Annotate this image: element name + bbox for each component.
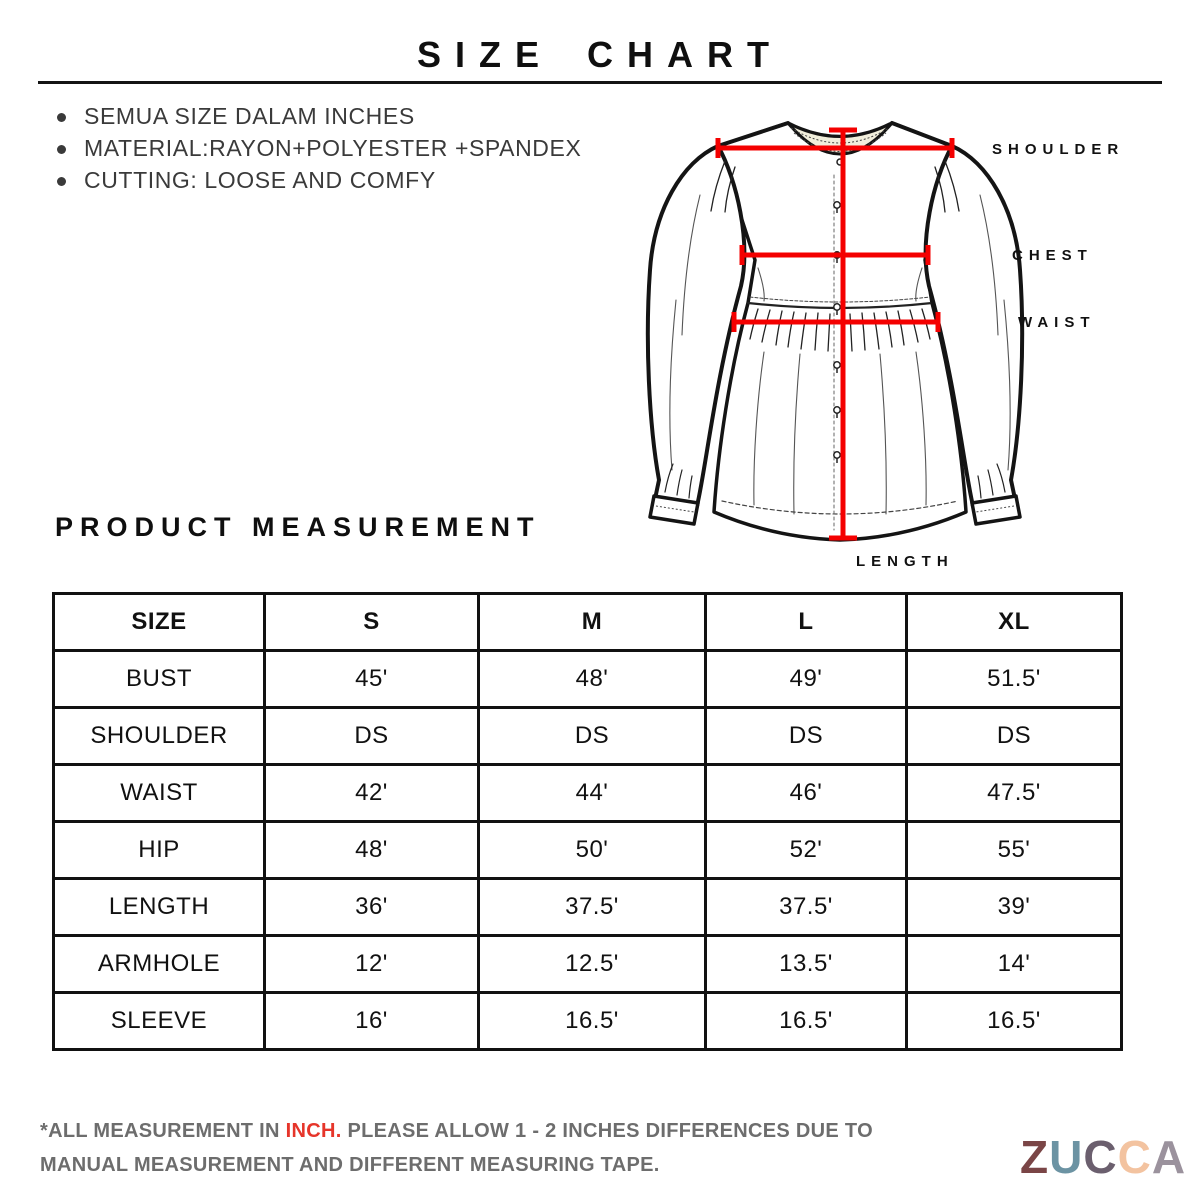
garment-diagram: [608, 94, 1172, 580]
note-text: MATERIAL:RAYON+POLYESTER +SPANDEX: [84, 135, 582, 161]
bullet-icon: [57, 113, 66, 122]
disclaimer-note: [40, 1114, 900, 1182]
table-row: [54, 993, 1122, 1050]
value-cell: 39': [907, 879, 1122, 936]
brand-letter: C: [1117, 1131, 1152, 1183]
value-cell: 16.5': [479, 993, 706, 1050]
product-notes: [57, 103, 581, 199]
value-cell: 55': [907, 822, 1122, 879]
table-row: [54, 765, 1122, 822]
col-header-s: S: [265, 594, 479, 651]
value-cell: DS: [479, 708, 706, 765]
value-cell: 48': [479, 651, 706, 708]
value-cell: 37.5': [706, 879, 907, 936]
brand-letter: U: [1049, 1131, 1084, 1183]
value-cell: 16': [265, 993, 479, 1050]
blouse-illustration: [608, 94, 1172, 580]
value-cell: 13.5': [706, 936, 907, 993]
value-cell: DS: [265, 708, 479, 765]
note-text: SEMUA SIZE DALAM INCHES: [84, 103, 415, 129]
value-cell: 42': [265, 765, 479, 822]
col-header-size: SIZE: [54, 594, 265, 651]
note-text: CUTTING: LOOSE AND COMFY: [84, 167, 436, 193]
brand-logo: [1020, 1130, 1186, 1184]
section-heading: PRODUCT MEASUREMENT: [55, 512, 541, 542]
page-title: SIZE CHART: [417, 34, 783, 75]
value-cell: 50': [479, 822, 706, 879]
value-cell: 16.5': [706, 993, 907, 1050]
value-cell: 44': [479, 765, 706, 822]
value-cell: 16.5': [907, 993, 1122, 1050]
list-item: [57, 103, 581, 135]
row-label-cell: SHOULDER: [54, 708, 265, 765]
col-header-m: M: [479, 594, 706, 651]
value-cell: 47.5': [907, 765, 1122, 822]
brand-letter: Z: [1020, 1131, 1050, 1183]
value-cell: 36': [265, 879, 479, 936]
table-row: [54, 822, 1122, 879]
value-cell: 37.5': [479, 879, 706, 936]
list-item: [57, 167, 581, 199]
row-label-cell: ARMHOLE: [54, 936, 265, 993]
disclaimer-suffix: PLEASE ALLOW 1 - 2 INCHES DIFFERENCES DUE TO MANUAL MEASUREMENT AND DIFFERENT MEASURING TAPE.: [40, 1120, 873, 1176]
bullet-icon: [57, 145, 66, 154]
value-cell: 48': [265, 822, 479, 879]
list-item: [57, 135, 581, 167]
col-header-xl: XL: [907, 594, 1122, 651]
value-cell: 12.5': [479, 936, 706, 993]
chest-label: CHEST: [1012, 247, 1093, 264]
shoulder-label: SHOULDER: [992, 141, 1125, 158]
value-cell: DS: [706, 708, 907, 765]
disclaimer-highlight: INCH.: [285, 1120, 342, 1142]
row-label-cell: WAIST: [54, 765, 265, 822]
row-label-cell: HIP: [54, 822, 265, 879]
table-row: [54, 708, 1122, 765]
title-divider: [38, 81, 1162, 84]
brand-letter: A: [1151, 1131, 1187, 1183]
table-row: [54, 936, 1122, 993]
value-cell: 45': [265, 651, 479, 708]
value-cell: DS: [907, 708, 1122, 765]
length-label: LENGTH: [856, 553, 954, 570]
value-cell: 12': [265, 936, 479, 993]
table-header-row: [54, 594, 1122, 651]
disclaimer-prefix: *ALL MEASUREMENT IN: [40, 1120, 286, 1142]
value-cell: 46': [706, 765, 907, 822]
brand-letter: C: [1083, 1131, 1118, 1183]
row-label-cell: BUST: [54, 651, 265, 708]
row-label-cell: SLEEVE: [54, 993, 265, 1050]
table-row: [54, 651, 1122, 708]
measurement-table: [52, 592, 1123, 1051]
value-cell: 52': [706, 822, 907, 879]
value-cell: 14': [907, 936, 1122, 993]
table-row: [54, 879, 1122, 936]
row-label-cell: LENGTH: [54, 879, 265, 936]
waist-label: WAIST: [1018, 314, 1096, 331]
col-header-l: L: [706, 594, 907, 651]
value-cell: 49': [706, 651, 907, 708]
bullet-icon: [57, 177, 66, 186]
value-cell: 51.5': [907, 651, 1122, 708]
